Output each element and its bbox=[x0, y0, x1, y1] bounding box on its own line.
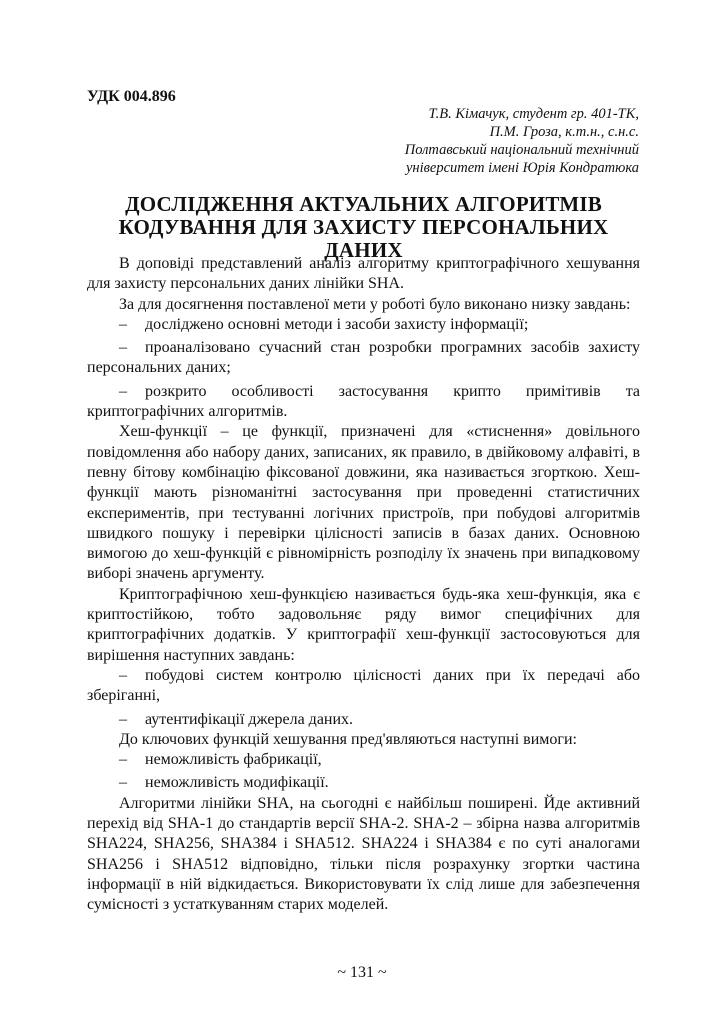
title-line: ДОСЛІДЖЕННЯ АКТУАЛЬНИХ АЛГОРИТМІВ bbox=[125, 192, 602, 216]
list-dash: – bbox=[119, 339, 127, 357]
page-number: ~ 131 ~ bbox=[337, 964, 387, 981]
list-item bbox=[87, 773, 640, 793]
list-item-text: неможливість фабрикації, bbox=[145, 751, 322, 769]
udk-code: УДК 004.896 bbox=[87, 88, 176, 105]
paragraph: В доповіді представлений аналіз алгоритму криптографічного хешування для захисту персональних даних лінійки SHA. bbox=[87, 255, 640, 293]
list-item bbox=[87, 382, 640, 423]
list-item-text: неможливість модифікації. bbox=[145, 774, 329, 792]
body-text bbox=[87, 254, 640, 916]
paragraph: Алгоритми лінійки SHA, на сьогодні є найбільш поширені. Йде активний перехід від SHA-1 до стандартів версії SHA-2. SHA-2 – збірна назва алгоритмів SHA224, SHA256, SHA384 і SHA512. SHA224 і SHA384 є по суті аналогами SHA256 і SHA512 відповідно, тільки після розрахунку згортки частина інформації в ній відкидається. Використовувати їх слід лише для забезпечення сумісності з устаткуванням старих моделей. bbox=[87, 794, 640, 914]
author-line: П.М. Гроза, к.т.н., с.н.с. bbox=[489, 124, 639, 140]
paragraph: Хеш-функції – це функції, призначені для «стиснення» довільного повідомлення або набору даних, записаних, як правило, в двійковому алфавіті, в певну бітову комбінацію фіксованої довжини, яка називається згорткою. Хеш-функції мають різноманітні застосування при проведенні статистичних експериментів, при тестуванні логічних пристроїв, при побудові алгоритмів швидкого пошуку і перевірки цілісності записів в базах даних. Основною вимогою до хеш-функцій є рівномірність розподілу їх значень при випадковому виборі значень аргументу. bbox=[87, 423, 640, 583]
list-item-text: аутентифікації джерела даних. bbox=[145, 710, 354, 728]
paper-title bbox=[87, 193, 640, 262]
list-item-text: проаналізовано сучасний стан розробки програмних засобів захисту персональних даних; bbox=[87, 339, 640, 377]
list-dash: – bbox=[119, 666, 127, 684]
paragraph: До ключових функцій хешування пред'являються наступні вимоги: bbox=[119, 730, 577, 748]
list-item bbox=[87, 710, 640, 730]
list-dash: – bbox=[119, 382, 127, 400]
paragraph: За для досягнення поставленої мети у роботі було виконано низку завдань: bbox=[119, 295, 631, 313]
affiliation-line: Полтавський національний технічний bbox=[404, 142, 639, 158]
affiliation-line: університет імені Юрія Кондратюка bbox=[405, 160, 639, 176]
list-item-text: розкрито особливості застосування крипто примітивів та криптографічних алгоритмів. bbox=[87, 382, 640, 421]
author-block bbox=[405, 105, 639, 177]
list-item bbox=[87, 666, 640, 707]
list-item bbox=[87, 315, 640, 335]
paragraph: Криптографічною хеш-функцією називається будь-яка хеш-функція, яка є криптостійкою, тобто задовольняє ряду вимог специфічних для криптографічних додатків. У криптографії хеш-функції застосовуються для вирішення наступних завдань: bbox=[87, 585, 640, 664]
author-line: Т.В. Кімачук, студент гр. 401-ТК, bbox=[428, 106, 639, 122]
title-line: КОДУВАННЯ ДЛЯ ЗАХИСТУ ПЕРСОНАЛЬНИХ ДАНИХ bbox=[118, 215, 609, 262]
list-dash: – bbox=[119, 751, 127, 769]
list-item bbox=[87, 338, 640, 379]
list-item bbox=[87, 750, 640, 770]
list-dash: – bbox=[119, 315, 127, 333]
list-item-text: досліджено основні методи і засоби захисту інформації; bbox=[145, 315, 529, 333]
list-item-text: побудові систем контролю цілісності даних при їх передачі або зберіганні, bbox=[87, 666, 640, 705]
list-dash: – bbox=[119, 774, 127, 792]
list-dash: – bbox=[119, 710, 127, 728]
